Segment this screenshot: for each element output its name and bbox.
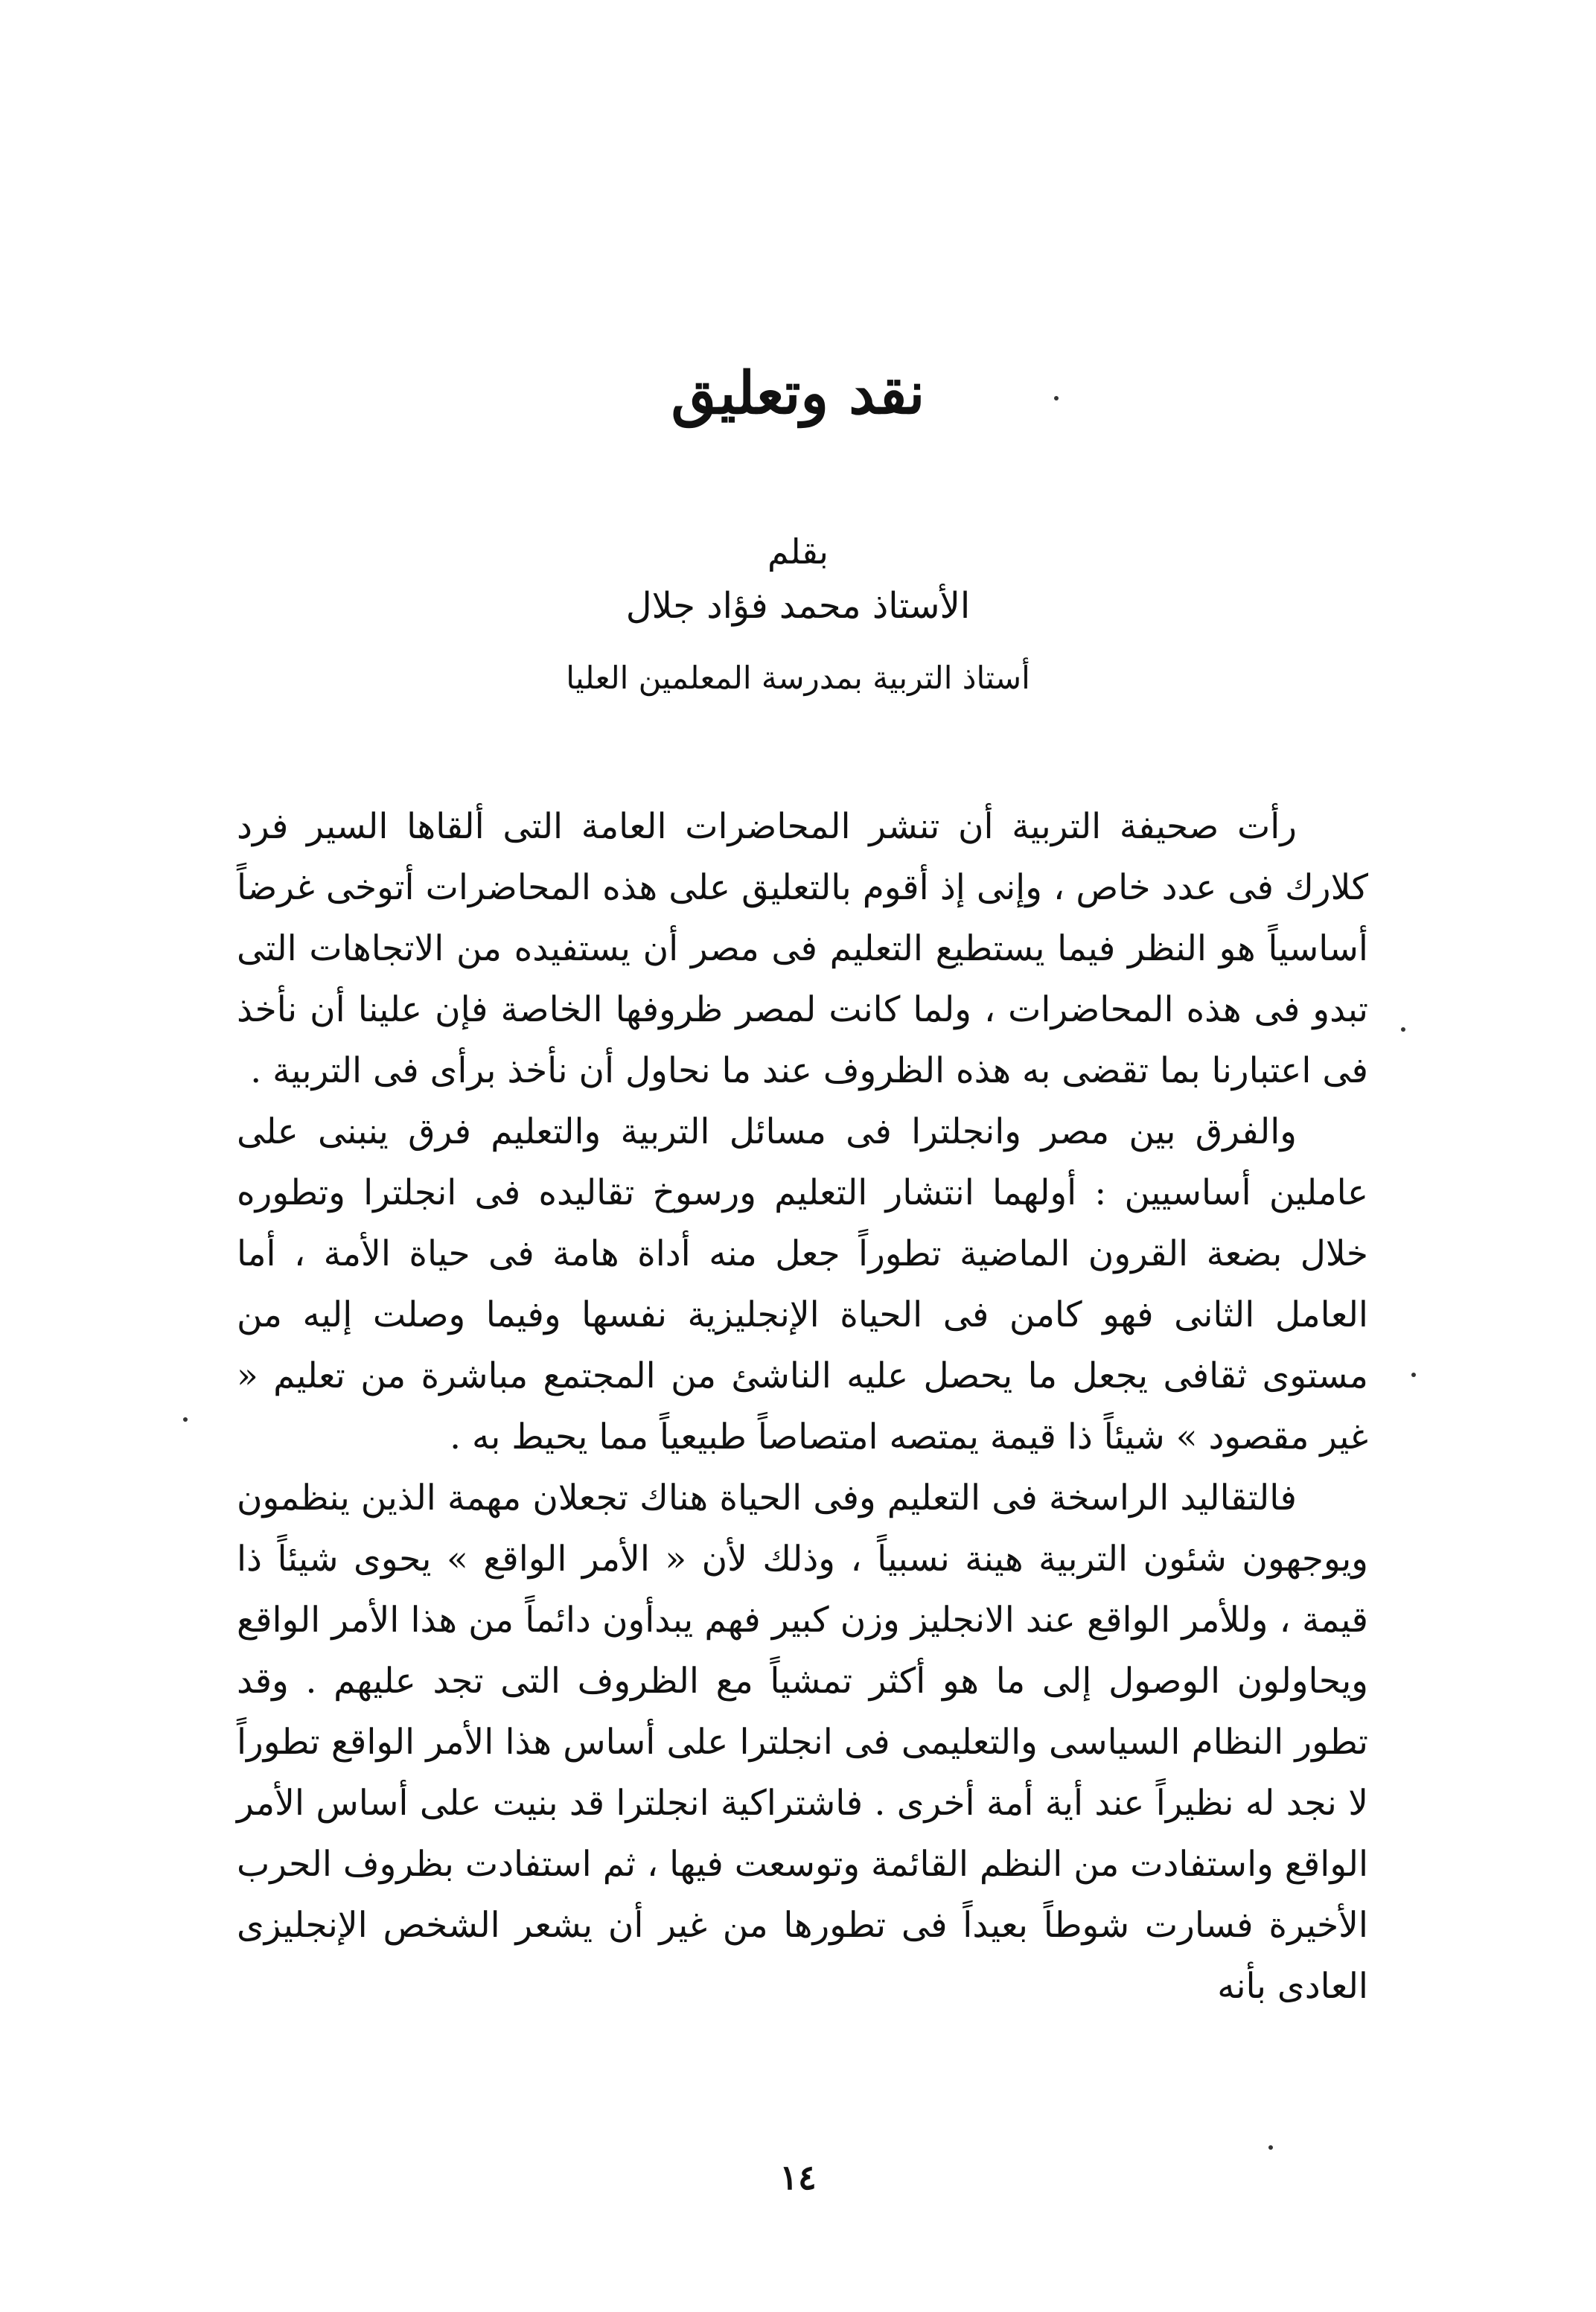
author-affiliation: أستاذ التربية بمدرسة المعلمين العليا (566, 660, 1030, 696)
scan-speck (183, 1417, 188, 1422)
byline: بقلم (767, 531, 829, 572)
author-name: الأستاذ محمد فؤاد جلال (625, 585, 971, 627)
scan-speck (1401, 1027, 1405, 1032)
article-body (237, 796, 1368, 2017)
article-title: نقد وتعليق (671, 360, 925, 427)
paragraph-1: رأت صحيفة التربية أن تنشر المحاضرات العامة التى ألقاها السير فرد كلارك فى عدد خاص ، وإنى إذ أقوم بالتعليق على هذه المحاضرات أتوخى غرضاً أساسياً هو النظر فيما يستطيع التعليم فى مصر أن يستفيده من الاتجاهات التى تبدو فى هذه المحاضرات ، ولما كانت لمصر ظروفها الخاصة فإن علينا أن نأخذ فى اعتبارنا بما تقضى به هذه الظروف عند ما نحاول أن نأخذ برأى فى التربية . (237, 806, 1368, 1091)
scan-speck (1268, 2145, 1273, 2150)
paragraph-2: والفرق بين مصر وانجلترا فى مسائل التربية والتعليم فرق ينبنى على عاملين أساسيين : أولهما انتشار التعليم ورسوخ تقاليده فى انجلترا وتطوره خلال بضعة القرون الماضية تطوراً جعل منه أداة هامة فى حياة الأمة ، أما العامل الثانى فهو كامن فى الحياة الإنجليزية نفسها وفيما وصلت إليه من مستوى ثقافى يجعل ما يحصل عليه الناشئ من المجتمع مباشرة من تعليم « غير مقصود » شيئاً ذا قيمة يمتصه امتصاصاً طبيعياً مما يحيط به . (237, 1111, 1368, 1457)
scan-speck (1054, 396, 1059, 400)
scan-speck (1411, 1373, 1416, 1377)
page-number: ١٤ (779, 2157, 817, 2197)
paragraph-3: فالتقاليد الراسخة فى التعليم وفى الحياة هناك تجعلان مهمة الذين ينظمون ويوجهون شئون التربية هينة نسبياً ، وذلك لأن « الأمر الواقع » يحوى شيئاً ذا قيمة ، وللأمر الواقع عند الانجليز وزن كبير فهم يبدأون دائماً من هذا الأمر الواقع ويحاولون الوصول إلى ما هو أكثر تمشياً مع الظروف التى تجد عليهم . وقد تطور النظام السياسى والتعليمى فى انجلترا على أساس هذا الأمر الواقع تطوراً لا نجد له نظيراً عند أية أمة أخرى . فاشتراكية انجلترا قد بنيت على أساس الأمر الواقع واستفادت من النظم القائمة وتوسعت فيها ، ثم استفادت بظروف الحرب الأخيرة فسارت شوطاً بعيداً فى تطورها من غير أن يشعر الشخص الإنجليزى العادى بأنه (237, 1478, 1368, 2007)
